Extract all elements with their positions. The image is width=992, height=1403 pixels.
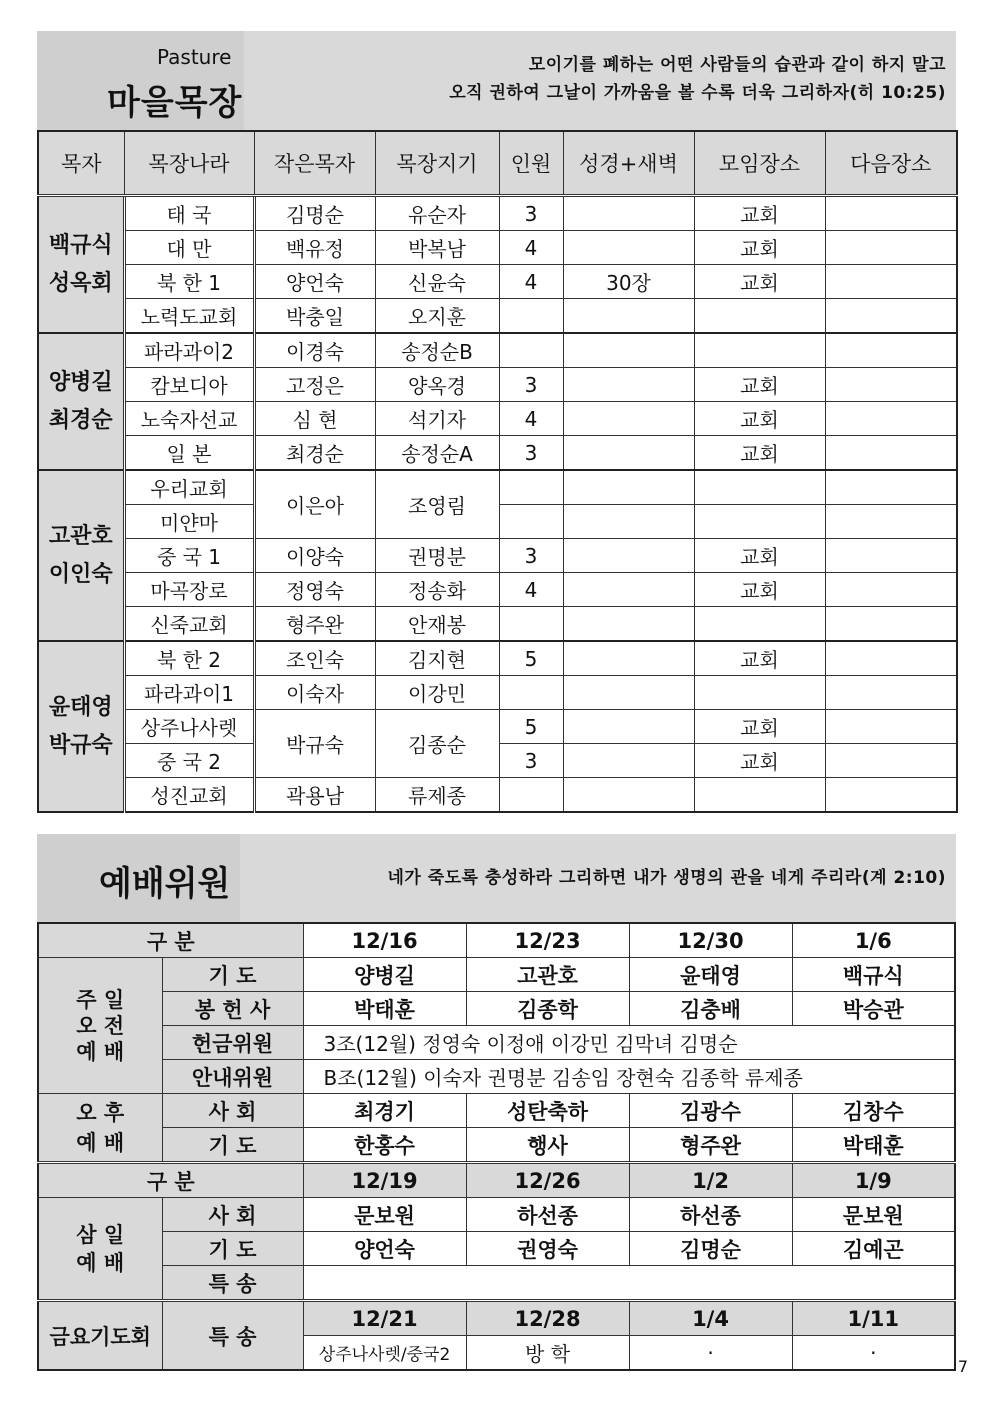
pasture-col-header: 작은목자 xyxy=(254,131,375,196)
next-cell xyxy=(825,402,957,436)
date-cell: 12/28 xyxy=(466,1301,629,1336)
worship-row xyxy=(38,992,955,1026)
place-cell: 교회 xyxy=(694,402,825,436)
pasture-col-header: 목장나라 xyxy=(124,131,254,196)
name-cell: 박태훈 xyxy=(792,1128,955,1163)
worship-row xyxy=(38,1094,955,1128)
date-cell: 12/19 xyxy=(303,1163,466,1198)
pastor-name: 최경순 xyxy=(48,407,113,433)
special-label: 특 송 xyxy=(162,1301,303,1371)
keeper-cell: 신윤숙 xyxy=(375,265,499,299)
place-cell: 교회 xyxy=(694,436,825,471)
bible-cell xyxy=(563,470,694,505)
name-cell: 최경기 xyxy=(303,1094,466,1128)
keeper-cell: 양옥경 xyxy=(375,368,499,402)
worship-row xyxy=(38,1301,955,1336)
worship-row xyxy=(38,958,955,992)
place-cell: 교회 xyxy=(694,368,825,402)
place-cell xyxy=(694,299,825,334)
nation-cell: 캄보디아 xyxy=(124,368,254,402)
bible-cell xyxy=(563,333,694,368)
wednesday-label: 삼 일 예 배 xyxy=(38,1198,162,1301)
sub-shepherd-cell: 이양숙 xyxy=(254,539,375,573)
keeper-cell: 김지현 xyxy=(375,641,499,676)
bible-cell xyxy=(563,196,694,231)
worship-row xyxy=(38,1128,955,1163)
worship-row xyxy=(38,1232,955,1266)
next-cell xyxy=(825,196,957,231)
place-cell: 교회 xyxy=(694,539,825,573)
pasture-row xyxy=(38,333,957,368)
place-cell xyxy=(694,470,825,505)
next-cell xyxy=(825,607,957,642)
name-cell: 고관호 xyxy=(466,958,629,992)
verse-line-1: 모이기를 폐하는 어떤 사람들의 습관과 같이 하지 말고 xyxy=(528,55,946,75)
nation-cell: 중 국 2 xyxy=(124,744,254,778)
bible-cell xyxy=(563,744,694,778)
sub-shepherd-cell: 박규숙 xyxy=(254,710,375,778)
pastor-name: 박규숙 xyxy=(48,732,113,758)
next-cell xyxy=(825,744,957,778)
keeper-cell: 조영림 xyxy=(375,470,499,539)
pasture-row xyxy=(38,436,957,471)
name-cell: 박태훈 xyxy=(303,992,466,1026)
bible-cell xyxy=(563,573,694,607)
offering-label: 헌금위원 xyxy=(162,1026,303,1060)
nation-cell: 파라과이2 xyxy=(124,333,254,368)
date-cell: 1/6 xyxy=(792,923,955,958)
offering-team: 3조(12월) 정영숙 이정애 이강민 김막녀 김명순 xyxy=(303,1026,955,1060)
next-cell xyxy=(825,641,957,676)
place-cell xyxy=(694,676,825,710)
nation-cell: 마곡장로 xyxy=(124,573,254,607)
name-cell: 권영숙 xyxy=(466,1232,629,1266)
sub-shepherd-cell: 최경순 xyxy=(254,436,375,471)
name-cell: 김창수 xyxy=(792,1094,955,1128)
next-cell xyxy=(825,265,957,299)
usher-label: 안내위원 xyxy=(162,1060,303,1094)
nation-cell: 중 국 1 xyxy=(124,539,254,573)
prayer-label: 기 도 xyxy=(162,958,303,992)
nation-cell: 신죽교회 xyxy=(124,607,254,642)
date-cell: 1/2 xyxy=(629,1163,792,1198)
pasture-row xyxy=(38,539,957,573)
pasture-col-header: 목장지기 xyxy=(375,131,499,196)
name-cell: 한홍수 xyxy=(303,1128,466,1163)
sub-shepherd-cell: 곽용남 xyxy=(254,778,375,813)
place-cell xyxy=(694,607,825,642)
page-number: 7 xyxy=(957,1357,968,1376)
count-cell: 4 xyxy=(499,265,563,299)
bible-cell xyxy=(563,231,694,265)
pasture-title-box xyxy=(37,31,244,130)
next-cell xyxy=(825,778,957,813)
name-cell: 김광수 xyxy=(629,1094,792,1128)
pastor-cell xyxy=(38,641,124,812)
friday-special-cell: 방 학 xyxy=(466,1336,629,1371)
place-cell xyxy=(694,333,825,368)
worship-title: 예배위원 xyxy=(99,864,231,904)
sub-shepherd-cell: 김명순 xyxy=(254,196,375,231)
date-cell: 12/30 xyxy=(629,923,792,958)
name-cell: 박승관 xyxy=(792,992,955,1026)
pasture-row xyxy=(38,299,957,334)
name-cell: 양병길 xyxy=(303,958,466,992)
next-cell xyxy=(825,299,957,334)
pastor-name: 윤태영 xyxy=(48,694,113,720)
place-cell: 교회 xyxy=(694,744,825,778)
date-cell: 1/9 xyxy=(792,1163,955,1198)
name-cell: 문보원 xyxy=(792,1198,955,1232)
worship-row xyxy=(38,1266,955,1301)
keeper-cell: 석기자 xyxy=(375,402,499,436)
worship-title-box xyxy=(37,834,240,922)
next-cell xyxy=(825,368,957,402)
bible-cell xyxy=(563,368,694,402)
date-cell: 12/23 xyxy=(466,923,629,958)
nation-cell: 파라과이1 xyxy=(124,676,254,710)
bible-cell xyxy=(563,778,694,813)
worship-row xyxy=(38,1060,955,1094)
division-label: 구 분 xyxy=(38,923,303,958)
bible-cell xyxy=(563,607,694,642)
date-cell: 12/21 xyxy=(303,1301,466,1336)
date-cell: 1/4 xyxy=(629,1301,792,1336)
keeper-cell: 류제종 xyxy=(375,778,499,813)
next-cell xyxy=(825,710,957,744)
keeper-cell: 오지훈 xyxy=(375,299,499,334)
date-cell: 12/26 xyxy=(466,1163,629,1198)
sub-shepherd-cell: 이경숙 xyxy=(254,333,375,368)
pastor-name: 고관호 xyxy=(48,523,113,549)
worship-row xyxy=(38,1026,955,1060)
pasture-verse xyxy=(449,51,946,107)
pasture-row xyxy=(38,196,957,231)
date-cell: 12/16 xyxy=(303,923,466,958)
sunday-pm-label: 오 후 예 배 xyxy=(38,1094,162,1163)
keeper-cell: 정송화 xyxy=(375,573,499,607)
pasture-row xyxy=(38,265,957,299)
keeper-cell: 유순자 xyxy=(375,196,499,231)
pastor-cell xyxy=(38,196,124,334)
pasture-row xyxy=(38,676,957,710)
count-cell: 5 xyxy=(499,710,563,744)
place-cell: 교회 xyxy=(694,196,825,231)
keeper-cell: 안재봉 xyxy=(375,607,499,642)
nation-cell: 노숙자선교 xyxy=(124,402,254,436)
bible-cell xyxy=(563,676,694,710)
bible-cell xyxy=(563,539,694,573)
count-cell xyxy=(499,778,563,813)
worship-verse: 네가 죽도록 충성하라 그리하면 내가 생명의 관을 네게 주리라(계 2:10) xyxy=(387,868,946,888)
pasture-header xyxy=(37,31,956,130)
name-cell: 김충배 xyxy=(629,992,792,1026)
pasture-row xyxy=(38,710,957,744)
nation-cell: 북 한 1 xyxy=(124,265,254,299)
special-empty xyxy=(303,1266,955,1301)
sub-shepherd-cell: 박충일 xyxy=(254,299,375,334)
name-cell: 김예곤 xyxy=(792,1232,955,1266)
special-label: 특 송 xyxy=(162,1266,303,1301)
bible-cell xyxy=(563,641,694,676)
pasture-row xyxy=(38,778,957,813)
keeper-cell: 송정순A xyxy=(375,436,499,471)
place-cell: 교회 xyxy=(694,710,825,744)
place-cell xyxy=(694,778,825,813)
next-cell xyxy=(825,231,957,265)
keeper-cell: 송정순B xyxy=(375,333,499,368)
count-cell: 3 xyxy=(499,368,563,402)
count-cell xyxy=(499,299,563,334)
friday-special-cell: · xyxy=(792,1336,955,1371)
pastor-name: 성옥회 xyxy=(48,270,113,296)
name-cell: 하선종 xyxy=(629,1198,792,1232)
pasture-title: 마을목장 xyxy=(107,83,243,123)
pasture-col-header: 다음장소 xyxy=(825,131,957,196)
friday-label: 금요기도회 xyxy=(38,1301,162,1371)
next-cell xyxy=(825,539,957,573)
pasture-col-header: 성경+새벽 xyxy=(563,131,694,196)
place-cell: 교회 xyxy=(694,641,825,676)
next-cell xyxy=(825,505,957,539)
pasture-row xyxy=(38,368,957,402)
host-label: 사 회 xyxy=(162,1198,303,1232)
next-cell xyxy=(825,573,957,607)
keeper-cell: 권명분 xyxy=(375,539,499,573)
usher-team: B조(12월) 이숙자 권명분 김송임 장현숙 김종학 류제종 xyxy=(303,1060,955,1094)
pasture-table xyxy=(37,130,958,813)
count-cell: 3 xyxy=(499,744,563,778)
prayer-label: 기 도 xyxy=(162,1232,303,1266)
pasture-english-label: Pasture xyxy=(157,45,232,69)
bible-cell: 30장 xyxy=(563,265,694,299)
next-cell xyxy=(825,470,957,505)
place-cell: 교회 xyxy=(694,265,825,299)
nation-cell: 우리교회 xyxy=(124,470,254,505)
nation-cell: 미얀마 xyxy=(124,505,254,539)
nation-cell: 북 한 2 xyxy=(124,641,254,676)
sub-shepherd-cell: 정영숙 xyxy=(254,573,375,607)
name-cell: 양언숙 xyxy=(303,1232,466,1266)
place-cell xyxy=(694,505,825,539)
place-cell: 교회 xyxy=(694,573,825,607)
keeper-cell: 이강민 xyxy=(375,676,499,710)
pasture-row xyxy=(38,470,957,505)
nation-cell: 태 국 xyxy=(124,196,254,231)
count-cell: 4 xyxy=(499,231,563,265)
worship-row xyxy=(38,923,955,958)
name-cell: 하선종 xyxy=(466,1198,629,1232)
pasture-row xyxy=(38,607,957,642)
friday-special-cell: · xyxy=(629,1336,792,1371)
division-label: 구 분 xyxy=(38,1163,303,1198)
sub-shepherd-cell: 이은아 xyxy=(254,470,375,539)
pastor-cell xyxy=(38,470,124,641)
friday-special-cell: 상주나사렛/중국2 xyxy=(303,1336,466,1371)
pasture-col-header: 목자 xyxy=(38,131,124,196)
sunday-am-label: 주 일 오 전 예 배 xyxy=(38,958,162,1094)
count-cell xyxy=(499,676,563,710)
name-cell: 김명순 xyxy=(629,1232,792,1266)
sub-shepherd-cell: 조인숙 xyxy=(254,641,375,676)
sub-shepherd-cell: 이숙자 xyxy=(254,676,375,710)
pastor-name: 양병길 xyxy=(48,369,113,395)
date-cell: 1/11 xyxy=(792,1301,955,1336)
place-cell: 교회 xyxy=(694,231,825,265)
name-cell: 문보원 xyxy=(303,1198,466,1232)
next-cell xyxy=(825,436,957,471)
bible-cell xyxy=(563,436,694,471)
keeper-cell: 박복남 xyxy=(375,231,499,265)
pasture-col-header: 모임장소 xyxy=(694,131,825,196)
pasture-table-header xyxy=(38,131,957,196)
name-cell: 성탄축하 xyxy=(466,1094,629,1128)
name-cell: 백규식 xyxy=(792,958,955,992)
next-cell xyxy=(825,676,957,710)
bible-cell xyxy=(563,402,694,436)
sub-shepherd-cell: 고정은 xyxy=(254,368,375,402)
pastor-cell xyxy=(38,333,124,470)
prayer-label: 기 도 xyxy=(162,1128,303,1163)
count-cell xyxy=(499,607,563,642)
count-cell xyxy=(499,505,563,539)
count-cell: 3 xyxy=(499,436,563,471)
pasture-col-header: 인원 xyxy=(499,131,563,196)
sub-shepherd-cell: 양언숙 xyxy=(254,265,375,299)
sub-shepherd-cell: 형주완 xyxy=(254,607,375,642)
verse-line-2: 오직 권하여 그날이 가까움을 볼 수록 더욱 그리하자(히 10:25) xyxy=(449,83,946,103)
count-cell xyxy=(499,333,563,368)
count-cell: 4 xyxy=(499,402,563,436)
pasture-row xyxy=(38,641,957,676)
sub-shepherd-cell: 백유정 xyxy=(254,231,375,265)
nation-cell: 상주나사렛 xyxy=(124,710,254,744)
pasture-row xyxy=(38,402,957,436)
count-cell: 3 xyxy=(499,539,563,573)
pasture-row xyxy=(38,231,957,265)
bible-cell xyxy=(563,299,694,334)
nation-cell: 대 만 xyxy=(124,231,254,265)
keeper-cell: 김종순 xyxy=(375,710,499,778)
count-cell: 3 xyxy=(499,196,563,231)
next-cell xyxy=(825,333,957,368)
nation-cell: 일 본 xyxy=(124,436,254,471)
pasture-row xyxy=(38,573,957,607)
name-cell: 행사 xyxy=(466,1128,629,1163)
nation-cell: 노력도교회 xyxy=(124,299,254,334)
worship-row xyxy=(38,1163,955,1198)
bible-cell xyxy=(563,505,694,539)
name-cell: 형주완 xyxy=(629,1128,792,1163)
count-cell: 5 xyxy=(499,641,563,676)
pastor-name: 백규식 xyxy=(48,232,113,258)
worship-header xyxy=(37,834,956,922)
worship-row xyxy=(38,1198,955,1232)
count-cell: 4 xyxy=(499,573,563,607)
worship-table xyxy=(37,922,956,1371)
count-cell xyxy=(499,470,563,505)
host-label: 사 회 xyxy=(162,1094,303,1128)
nation-cell: 성진교회 xyxy=(124,778,254,813)
bible-cell xyxy=(563,710,694,744)
name-cell: 김종학 xyxy=(466,992,629,1026)
name-cell: 윤태영 xyxy=(629,958,792,992)
offer-label: 봉 헌 사 xyxy=(162,992,303,1026)
sub-shepherd-cell: 심 현 xyxy=(254,402,375,436)
pastor-name: 이인숙 xyxy=(48,561,113,587)
